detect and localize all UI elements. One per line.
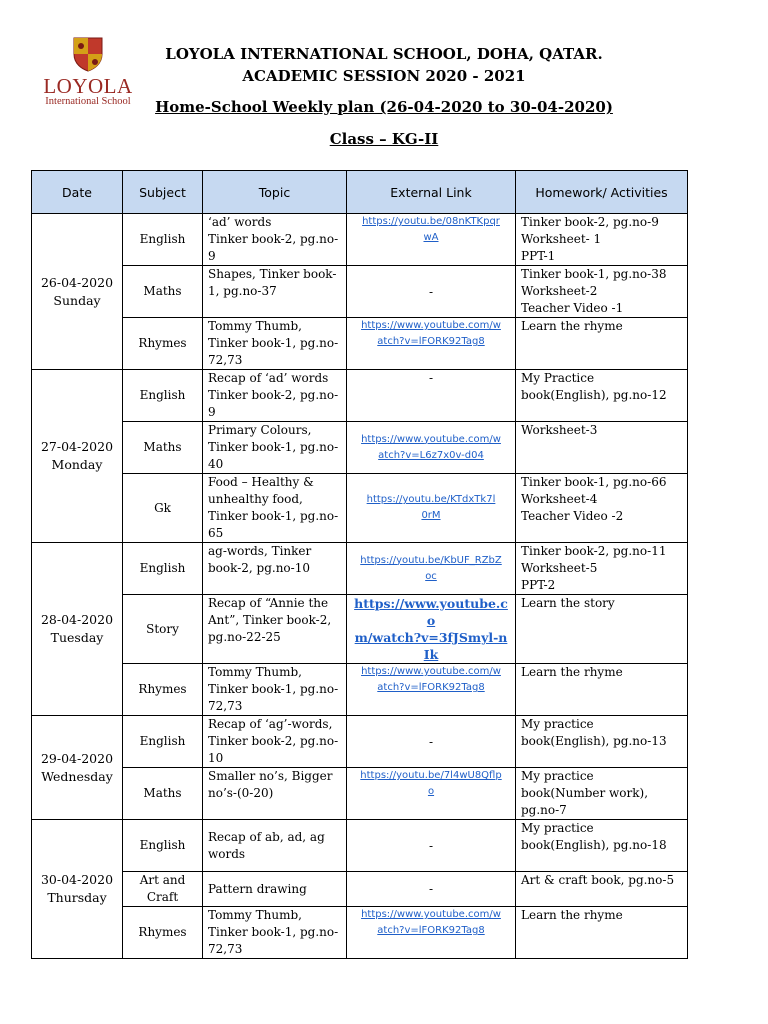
external-link-line[interactable]: atch?v=L6z7x0v-d04 xyxy=(378,449,484,461)
topic-cell xyxy=(203,266,347,318)
external-link[interactable] xyxy=(347,474,516,543)
date-line: 28-04-2020 xyxy=(40,612,114,627)
homework-cell-line: book(English), pg.no-13 xyxy=(521,734,667,748)
topic-cell xyxy=(203,820,347,872)
external-link-line[interactable]: https://www.youtube.com/w xyxy=(361,909,501,920)
date-line: Thursday xyxy=(47,890,107,905)
topic-cell xyxy=(203,474,347,543)
date-cell xyxy=(32,716,123,820)
topic-cell xyxy=(203,595,347,664)
external-link[interactable] xyxy=(347,664,516,716)
homework-cell-line: Learn the story xyxy=(521,596,615,610)
link-cell-empty xyxy=(347,266,516,318)
table-row xyxy=(32,872,688,907)
topic-cell-line: Tinker book-1, pg.no- xyxy=(208,509,339,523)
topic-cell-line: Food – Healthy & xyxy=(208,475,314,489)
external-link-line[interactable]: atch?v=lFORK92Tag8 xyxy=(377,336,485,347)
header-external-link: External Link xyxy=(347,171,516,214)
subject-cell-line: English xyxy=(139,561,186,575)
external-link-line[interactable]: https://www.youtube.com/w xyxy=(361,320,501,331)
link-cell-empty-line: - xyxy=(428,371,434,385)
homework-cell-line: book(English), pg.no-12 xyxy=(521,388,667,402)
homework-cell-line: Tinker book-1, pg.no-38 xyxy=(521,267,667,281)
topic-cell-line: unhealthy food, xyxy=(208,492,303,506)
subject-cell-line: Rhymes xyxy=(138,336,187,350)
subject-cell-line: Craft xyxy=(146,890,179,904)
link-cell-empty xyxy=(347,820,516,872)
topic-cell-line: Primary Colours, xyxy=(208,423,312,437)
homework-cell xyxy=(516,872,688,907)
subject-cell-line: English xyxy=(139,232,186,246)
topic-cell-line: no’s-(0-20) xyxy=(208,786,274,800)
subject-cell-line: English xyxy=(139,388,186,402)
subject-cell-line: English xyxy=(139,838,186,852)
homework-cell-line: Learn the rhyme xyxy=(521,665,623,679)
date-line: Tuesday xyxy=(50,630,104,645)
topic-cell-line: pg.no-22-25 xyxy=(208,630,281,644)
topic-cell-line: Tommy Thumb, xyxy=(208,908,302,922)
external-link[interactable] xyxy=(347,907,516,959)
external-link-line[interactable]: https://www.youtube.co xyxy=(354,596,508,628)
external-link[interactable] xyxy=(347,422,516,474)
date-cell xyxy=(32,543,123,716)
topic-cell-line: Tinker book-1, pg.no- xyxy=(208,682,339,696)
homework-cell-line: My Practice xyxy=(521,371,595,385)
homework-cell-line: Teacher Video -1 xyxy=(521,301,624,315)
subject-cell-line: Gk xyxy=(154,500,171,515)
homework-cell xyxy=(516,214,688,266)
subject-cell-line: Rhymes xyxy=(138,925,187,939)
logo-name: LOYOLA xyxy=(43,74,133,98)
topic-cell-line: Smaller no’s, Bigger xyxy=(208,769,333,783)
topic-cell-line: 72,73 xyxy=(208,353,243,367)
homework-cell xyxy=(516,907,688,959)
topic-cell-line: Tinker book-1, pg.no- xyxy=(208,925,339,939)
link-cell-empty xyxy=(347,716,516,768)
topic-cell-line: 9 xyxy=(208,249,216,263)
link-cell-empty-line: - xyxy=(428,284,434,299)
topic-cell-line: Recap of “Annie the xyxy=(208,596,329,610)
subject-cell xyxy=(123,768,203,820)
subject-cell-line: Maths xyxy=(143,284,182,298)
homework-cell-line: Art & craft book, pg.no-5 xyxy=(521,873,675,887)
homework-cell-line: book(English), pg.no-18 xyxy=(521,838,667,852)
external-link-line[interactable]: https://www.youtube.com/w xyxy=(361,433,501,445)
homework-cell-line: book(Number work), xyxy=(521,786,649,800)
subject-cell xyxy=(123,266,203,318)
header-homework: Homework/ Activities xyxy=(516,171,688,214)
external-link-line[interactable]: 0rM xyxy=(421,510,441,521)
topic-cell-line: 40 xyxy=(208,457,224,471)
topic-cell-line: book-2, pg.no-10 xyxy=(208,561,310,575)
header-date: Date xyxy=(32,171,123,214)
homework-cell-line: Tinker book-2, pg.no-9 xyxy=(521,215,659,229)
class-title: Class – KG-II xyxy=(329,130,439,148)
external-link-line[interactable]: https://youtu.be/KbUF_RZbZ xyxy=(360,554,502,566)
homework-cell xyxy=(516,543,688,595)
subject-cell-line: Rhymes xyxy=(138,682,187,696)
date-line: 30-04-2020 xyxy=(40,872,114,887)
external-link-line[interactable]: https://www.youtube.com/w xyxy=(361,666,501,677)
subject-cell xyxy=(123,422,203,474)
topic-cell xyxy=(203,664,347,716)
date-line: 29-04-2020 xyxy=(40,750,114,766)
subject-cell-line: English xyxy=(139,734,186,748)
logo-subtitle: International School xyxy=(45,96,131,107)
topic-cell-line: Tinker book-1, pg.no- xyxy=(208,336,339,350)
topic-cell-line: 10 xyxy=(208,751,224,765)
subject-cell xyxy=(123,474,203,543)
external-link[interactable] xyxy=(347,543,516,595)
topic-cell-line: ag-words, Tinker xyxy=(208,544,312,558)
date-line: 27-04-2020 xyxy=(40,439,114,454)
homework-cell xyxy=(516,595,688,664)
homework-cell-line: My practice xyxy=(521,769,594,783)
homework-cell-line: Learn the rhyme xyxy=(521,908,623,922)
topic-cell-line: Recap of ‘ag’-words, xyxy=(208,717,333,731)
subject-cell xyxy=(123,820,203,872)
link-cell-empty xyxy=(347,872,516,907)
homework-cell xyxy=(516,716,688,768)
homework-cell xyxy=(516,474,688,543)
topic-cell-line: Shapes, Tinker book- xyxy=(208,267,337,281)
topic-cell-line: Tommy Thumb, xyxy=(208,665,302,679)
topic-cell xyxy=(203,214,347,266)
date-line: 26-04-2020 xyxy=(40,274,114,290)
topic-cell-line: Recap of ab, ad, ag xyxy=(208,829,325,844)
homework-cell-line: Worksheet-4 xyxy=(521,492,598,506)
table-row xyxy=(32,664,688,716)
table-row xyxy=(32,214,688,266)
table-header-row xyxy=(32,171,688,214)
table-row xyxy=(32,820,688,872)
link-cell-empty xyxy=(347,370,516,422)
homework-cell-line: Worksheet-2 xyxy=(521,284,598,298)
homework-cell xyxy=(516,768,688,820)
weekly-plan-table xyxy=(31,170,688,959)
date-cell xyxy=(32,214,123,370)
topic-cell-line: 72,73 xyxy=(208,699,243,713)
external-link[interactable] xyxy=(347,595,516,664)
topic-cell-line: 1, pg.no-37 xyxy=(208,284,277,298)
homework-cell-line: Learn the rhyme xyxy=(521,319,623,333)
homework-cell xyxy=(516,664,688,716)
date-line: Monday xyxy=(51,457,103,472)
topic-cell xyxy=(203,907,347,959)
table-row xyxy=(32,907,688,959)
link-cell-empty-line: - xyxy=(428,838,434,853)
topic-cell xyxy=(203,370,347,422)
subject-cell-line: Maths xyxy=(143,440,182,454)
external-link-line[interactable]: m/watch?v=3fJSmyl-nIk xyxy=(354,630,508,662)
homework-cell-line: pg.no-7 xyxy=(521,803,567,817)
topic-cell xyxy=(203,872,347,907)
topic-cell-line: Pattern drawing xyxy=(208,881,307,896)
topic-cell xyxy=(203,422,347,474)
topic-cell xyxy=(203,543,347,595)
external-link-line[interactable]: atch?v=lFORK92Tag8 xyxy=(377,682,485,693)
subject-cell xyxy=(123,318,203,370)
subject-cell-line: Maths xyxy=(143,786,182,800)
homework-cell xyxy=(516,422,688,474)
table-row xyxy=(32,370,688,422)
external-link-line[interactable]: atch?v=lFORK92Tag8 xyxy=(377,925,485,936)
table-row xyxy=(32,768,688,820)
external-link-line[interactable]: wA xyxy=(423,232,439,243)
date-cell xyxy=(32,820,123,959)
header-topic: Topic xyxy=(203,171,347,214)
homework-cell xyxy=(516,370,688,422)
subject-cell xyxy=(123,872,203,907)
header-subject: Subject xyxy=(123,171,203,214)
topic-cell-line: Ant”, Tinker book-2, xyxy=(208,613,332,627)
subject-cell xyxy=(123,664,203,716)
topic-cell-line: Tinker book-2, pg.no- xyxy=(208,232,339,246)
external-link-line[interactable]: https://youtu.be/08nKTKpqr xyxy=(362,216,500,227)
homework-cell xyxy=(516,266,688,318)
homework-cell-line: PPT-1 xyxy=(521,249,556,263)
homework-cell-line: Worksheet- 1 xyxy=(521,232,602,246)
session-title: ACADEMIC SESSION 2020 - 2021 xyxy=(242,67,526,85)
link-cell-empty-line: - xyxy=(428,734,434,749)
school-title: LOYOLA INTERNATIONAL SCHOOL, DOHA, QATAR. xyxy=(165,45,603,63)
topic-cell-line: ‘ad’ words xyxy=(208,215,272,229)
table-row xyxy=(32,543,688,595)
table-row xyxy=(32,422,688,474)
homework-cell xyxy=(516,820,688,872)
date-cell xyxy=(32,370,123,543)
external-link-line[interactable]: https://youtu.be/7l4wU8Qflp xyxy=(360,770,502,781)
date-line: Sunday xyxy=(53,292,101,308)
homework-cell-line: My practice xyxy=(521,717,594,731)
homework-cell-line: Tinker book-2, pg.no-11 xyxy=(521,544,667,558)
topic-cell-line: Tinker book-1, pg.no- xyxy=(208,440,339,454)
external-link-line[interactable]: https://youtu.be/KTdxTk7l xyxy=(366,494,496,505)
topic-cell-line: Tinker book-2, pg.no- xyxy=(208,734,339,748)
subject-cell xyxy=(123,214,203,266)
topic-cell-line: 9 xyxy=(208,405,216,419)
subject-cell-line: Story xyxy=(146,621,179,636)
topic-cell xyxy=(203,318,347,370)
subject-cell xyxy=(123,716,203,768)
homework-cell-line: PPT-2 xyxy=(521,578,556,592)
topic-cell-line: 72,73 xyxy=(208,942,243,956)
homework-cell-line: Worksheet-3 xyxy=(521,423,598,437)
topic-cell-line: words xyxy=(208,846,246,861)
topic-cell-line: 65 xyxy=(208,526,224,540)
homework-cell-line: My practice xyxy=(521,821,594,835)
topic-cell-line: Tinker book-2, pg.no- xyxy=(208,388,339,402)
link-cell-empty-line: - xyxy=(428,882,434,896)
table-row xyxy=(32,716,688,768)
plan-title: Home-School Weekly plan (26-04-2020 to 30-04-2020) xyxy=(155,98,613,116)
external-link-line[interactable]: oc xyxy=(425,570,437,582)
table-row xyxy=(32,318,688,370)
external-link[interactable] xyxy=(347,214,516,266)
subject-cell xyxy=(123,907,203,959)
homework-cell-line: Worksheet-5 xyxy=(521,561,598,575)
table-row xyxy=(32,266,688,318)
homework-cell-line: Tinker book-1, pg.no-66 xyxy=(521,475,667,489)
subject-cell-line: Art and xyxy=(139,873,186,887)
external-link-line[interactable]: o xyxy=(427,786,435,797)
table-row xyxy=(32,474,688,543)
topic-cell xyxy=(203,716,347,768)
subject-cell xyxy=(123,370,203,422)
topic-cell-line: Tommy Thumb, xyxy=(208,319,302,333)
topic-cell-line: Recap of ‘ad’ words xyxy=(208,371,329,385)
subject-cell xyxy=(123,595,203,664)
external-link[interactable] xyxy=(347,768,516,820)
homework-cell-line: Teacher Video -2 xyxy=(521,509,624,523)
topic-cell xyxy=(203,768,347,820)
table-row xyxy=(32,595,688,664)
subject-cell xyxy=(123,543,203,595)
date-line: Wednesday xyxy=(41,768,113,784)
homework-cell xyxy=(516,318,688,370)
external-link[interactable] xyxy=(347,318,516,370)
